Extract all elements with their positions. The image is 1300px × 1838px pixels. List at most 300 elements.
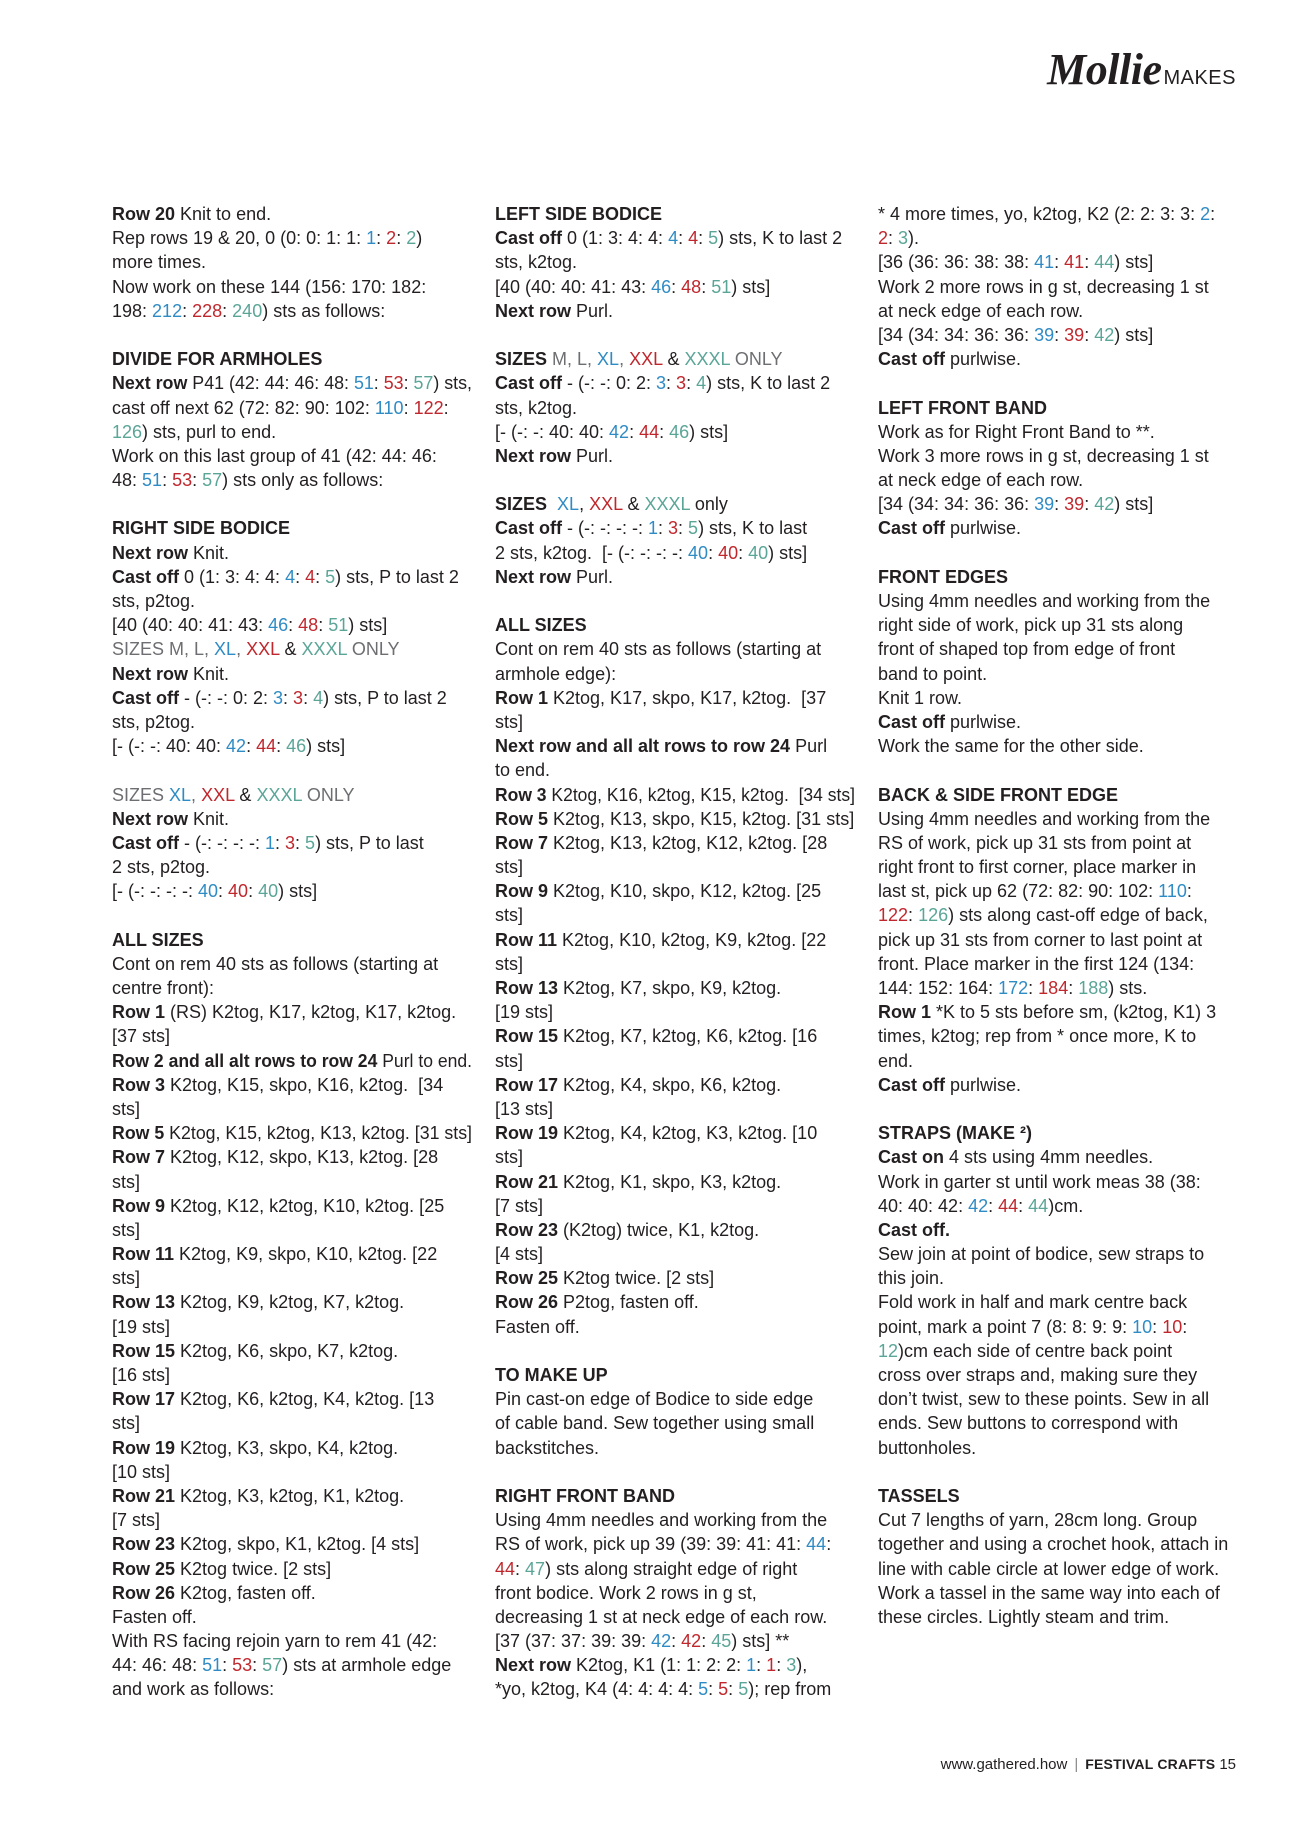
size-xxxl-value: 44	[1028, 1195, 1049, 1216]
size-xxl-value: 3	[293, 687, 304, 708]
bold-label: Row 25	[495, 1268, 559, 1289]
text-line: at neck edge of each row.	[878, 300, 1084, 321]
text-line: Row 19 K2tog, K3, skpo, K4, k2tog.	[112, 1437, 399, 1458]
size-xxxl-value: 45	[711, 1631, 732, 1652]
size-xxxl-value: 5	[305, 832, 316, 853]
bold-label: Row 13	[112, 1292, 176, 1313]
text-line: Row 21 K2tog, K1, skpo, K3, k2tog.	[495, 1171, 782, 1192]
size-xxxl-value: 51	[328, 615, 349, 636]
size-xl-value: 1	[746, 1655, 757, 1676]
text-line: Next row Knit.	[112, 808, 230, 829]
text-line: Row 17 K2tog, K6, k2tog, K4, k2tog. [13	[112, 1389, 435, 1410]
text-line: 144: 152: 164: 172: 184: 188) sts.	[878, 978, 1148, 998]
text-line: Work 3 more rows in g st, decreasing 1 st	[878, 445, 1209, 466]
text-line: sts]	[112, 1171, 141, 1192]
column-1	[112, 202, 472, 1702]
text-line: these circles. Lightly steam and trim.	[878, 1606, 1170, 1627]
size-xxl-value: 44	[256, 736, 277, 757]
section-heading	[878, 396, 1238, 420]
text-line: Next row Knit.	[112, 542, 230, 563]
text-line: Row 11 K2tog, K10, k2tog, K9, k2tog. [22	[495, 929, 827, 950]
muted-text: ,	[236, 639, 247, 660]
size-xl-value: 1	[647, 518, 658, 539]
text-line: Now work on these 144 (156: 170: 182:	[112, 276, 427, 297]
text-line: Using 4mm needles and working from the	[495, 1510, 828, 1531]
text-line: [4 sts]	[495, 1244, 544, 1265]
bold-label: Row 1	[878, 1002, 932, 1023]
size-xl-value: 42	[226, 736, 247, 757]
text-line: Cast off purlwise.	[878, 349, 1022, 370]
size-xl-value: 46	[651, 276, 672, 297]
text-line: sts]	[112, 1219, 141, 1240]
text-line: 2: 3).	[878, 228, 920, 249]
text-line: front bodice. Work 2 rows in g st,	[495, 1582, 757, 1603]
section-heading-text: TO MAKE UP	[495, 1365, 608, 1385]
size-xxxl-value: 57	[202, 470, 223, 491]
size-xxl-value: XXL	[201, 784, 235, 805]
bold-label: Next row	[112, 808, 189, 829]
size-xl-value: 3	[656, 373, 667, 394]
bold-label: Row 15	[112, 1340, 176, 1361]
size-xxl-value: XXL	[629, 349, 663, 370]
bold-label: Row 9	[112, 1195, 166, 1216]
text-line: sts, p2tog.	[112, 711, 196, 732]
bold-label: Next row	[112, 663, 189, 684]
text-line: With RS facing rejoin yarn to rem 41 (42:	[112, 1631, 438, 1652]
text-line: sts]	[495, 953, 524, 974]
size-xl-value: 3	[273, 687, 284, 708]
text-line: sts]	[112, 1268, 141, 1289]
section-heading-text: RIGHT FRONT BAND	[495, 1485, 675, 1506]
size-xl-value: 42	[651, 1631, 672, 1652]
size-xl-value: 44	[806, 1534, 827, 1555]
text-line: Row 25 K2tog twice. [2 sts]	[495, 1268, 715, 1289]
brand-script-wordmark: Mollie	[1047, 45, 1162, 94]
text-line: sts, p2tog.	[112, 591, 196, 611]
bold-label: Row 19	[495, 1123, 559, 1144]
text-line: Cast off purlwise.	[878, 518, 1022, 539]
text-line: [- (-: -: -: -: 40: 40: 40) sts]	[112, 881, 318, 902]
muted-text: ONLY	[301, 784, 355, 805]
text-line: Fold work in half and mark centre back	[878, 1292, 1188, 1313]
bold-label: Row 17	[495, 1074, 559, 1095]
bold-label: Cast off	[495, 518, 562, 539]
bold-label: Row 5	[112, 1123, 165, 1144]
size-xxl-value: XXL	[246, 639, 280, 660]
size-xxxl-value: 5	[708, 228, 719, 249]
text-line: Fasten off.	[112, 1606, 197, 1627]
text-line: Cast off - (-: -: 0: 2: 3: 3: 4) sts, P to last 2	[112, 687, 447, 708]
blank-line	[112, 323, 472, 347]
size-xl-value: 42	[609, 421, 630, 442]
bold-label: Row 11	[112, 1244, 175, 1265]
bold-label: Row 7	[495, 832, 549, 853]
bold-label: Cast off.	[878, 1219, 950, 1240]
section-heading-text: ALL SIZES	[112, 929, 204, 950]
text-line: Knit 1 row.	[878, 687, 963, 708]
size-xxxl-value: 5	[738, 1679, 749, 1700]
text-line: Next row Knit.	[112, 663, 230, 684]
size-xxxl-value: XXXL	[684, 349, 730, 370]
bold-label: Cast off	[112, 832, 179, 853]
size-xl-value: 172	[998, 978, 1029, 998]
text-line: Cast off purlwise.	[878, 1074, 1022, 1095]
text-line: Row 11 K2tog, K9, skpo, K10, k2tog. [22	[112, 1244, 438, 1265]
size-xl-value: 41	[1034, 252, 1055, 273]
size-xl-value: XL	[214, 639, 237, 660]
text-line: cast off next 62 (72: 82: 90: 102: 110: 122:	[112, 397, 449, 418]
section-heading	[878, 1121, 1238, 1145]
text-line: end.	[878, 1050, 914, 1071]
text-line: [7 sts]	[495, 1195, 544, 1216]
size-xxl-value: 53	[383, 373, 404, 394]
bold-label: Row 25	[112, 1558, 176, 1579]
size-xxxl-value: 12	[878, 1340, 899, 1361]
text-line: point, mark a point 7 (8: 8: 9: 9: 10: 10:	[878, 1316, 1188, 1337]
section-heading	[112, 347, 472, 371]
blank-line	[495, 589, 855, 613]
text-line: sts, k2tog.	[495, 252, 578, 273]
text-line: [- (-: -: 40: 40: 42: 44: 46) sts]	[112, 736, 346, 757]
text-line: centre front):	[112, 978, 215, 998]
text-line: Row 21 K2tog, K3, k2tog, K1, k2tog.	[112, 1485, 405, 1506]
text-line: SIZES XL, XXL & XXXL ONLY	[112, 784, 355, 805]
bold-label: Cast on	[878, 1147, 945, 1168]
size-xxl-value: 4	[688, 228, 699, 249]
text-line: Cont on rem 40 sts as follows (starting at	[495, 639, 822, 660]
size-xxxl-value: 126	[918, 905, 949, 926]
text-line: line with cable circle at lower edge of work.	[878, 1558, 1220, 1579]
size-xxl-value: 184	[1038, 978, 1069, 998]
text-line: decreasing 1 st at neck edge of each row.	[495, 1606, 828, 1627]
text-line: Next row and all alt rows to row 24 Purl	[495, 736, 828, 757]
text-line: [16 sts]	[112, 1365, 171, 1385]
blank-line	[495, 1339, 855, 1363]
section-heading-text: STRAPS (MAKE ²)	[878, 1123, 1032, 1144]
text-line: [36 (36: 36: 38: 38: 41: 41: 44) sts]	[878, 252, 1154, 273]
size-xxxl-value: 57	[262, 1655, 283, 1676]
text-line: Next row Purl.	[495, 445, 614, 466]
size-xxl-value: 39	[1064, 324, 1085, 345]
size-xxxl-value: 40	[748, 542, 769, 563]
size-xxl-value: 3	[676, 373, 687, 394]
text-line: 2 sts, k2tog. [- (-: -: -: -: 40: 40: 40) sts]	[495, 542, 808, 563]
text-line: Next row P41 (42: 44: 46: 48: 51: 53: 57) sts,	[112, 373, 473, 394]
text-line: don’t twist, sew to these points. Sew in all	[878, 1389, 1210, 1410]
text-line: Row 23 (K2tog) twice, K1, k2tog.	[495, 1219, 760, 1240]
text-line: 44: 47) sts along straight edge of right	[495, 1558, 798, 1579]
size-xxxl-value: 42	[1094, 494, 1115, 515]
text-line: [19 sts]	[495, 1002, 554, 1023]
text-line: Row 19 K2tog, K4, k2tog, K3, k2tog. [10	[495, 1123, 818, 1144]
blank-line	[112, 492, 472, 516]
text-line: 48: 51: 53: 57) sts only as follows:	[112, 470, 384, 491]
text-line: SIZES XL, XXL & XXXL only	[495, 494, 728, 515]
text-line: Row 5 K2tog, K15, k2tog, K13, k2tog. [31 sts]	[112, 1123, 472, 1144]
section-heading-text: DIVIDE FOR ARMHOLES	[112, 349, 323, 370]
blank-line	[495, 1460, 855, 1484]
text-line: [10 sts]	[112, 1461, 171, 1482]
blank-line	[878, 758, 1238, 782]
text-line: 2 sts, p2tog.	[112, 857, 211, 878]
size-xxxl-value: 5	[688, 518, 699, 539]
text-line: times, k2tog; rep from * once more, K to	[878, 1026, 1197, 1047]
blank-line	[878, 371, 1238, 395]
size-xl-value: 212	[152, 300, 183, 321]
size-xxxl-value: XXXL	[644, 494, 690, 515]
text-line: [34 (34: 34: 36: 36: 39: 39: 42) sts]	[878, 494, 1154, 515]
text-line: Row 7 K2tog, K13, k2tog, K12, k2tog. [28	[495, 832, 828, 853]
size-xxxl-value: 51	[711, 276, 732, 297]
size-xxl-value: 48	[298, 615, 319, 636]
bold-label: Row 5	[495, 808, 549, 829]
text-line: front of shaped top from edge of front	[878, 639, 1176, 660]
size-xl-value: 10	[1132, 1316, 1153, 1337]
column-3	[878, 202, 1238, 1629]
text-line: Row 13 K2tog, K7, skpo, K9, k2tog.	[495, 978, 782, 998]
footer-section-title: FESTIVAL CRAFTS	[1085, 1756, 1216, 1772]
bold-label: Cast off	[112, 566, 179, 587]
text-line: Next row K2tog, K1 (1: 1: 2: 2: 1: 1: 3),	[495, 1655, 808, 1676]
bold-label: Cast off	[112, 687, 179, 708]
text-line: backstitches.	[495, 1437, 600, 1458]
text-line: sts]	[495, 857, 524, 878]
bold-label: Next row	[495, 300, 572, 321]
size-xxxl-value: 5	[325, 566, 336, 587]
blank-line	[112, 903, 472, 927]
text-line: [40 (40: 40: 41: 43: 46: 48: 51) sts]	[112, 615, 388, 636]
size-xxxl-value: 188	[1078, 978, 1109, 998]
text-line: Row 1 (RS) K2tog, K17, k2tog, K17, k2tog.	[112, 1002, 457, 1023]
text-line: and work as follows:	[112, 1679, 275, 1700]
bold-label: Row 17	[112, 1389, 176, 1410]
text-line: 126) sts, purl to end.	[112, 421, 277, 442]
size-xxl-value: 40	[718, 542, 739, 563]
muted-text: ONLY	[729, 349, 783, 370]
muted-text: ,	[619, 349, 630, 370]
text-line: Row 17 K2tog, K4, skpo, K6, k2tog.	[495, 1074, 782, 1095]
section-heading	[878, 565, 1238, 589]
muted-text: SIZES	[112, 784, 170, 805]
text-line: 12)cm each side of centre back point	[878, 1340, 1173, 1361]
text-line: sts]	[495, 711, 524, 732]
size-xxxl-value: 42	[1094, 324, 1115, 345]
size-xl-value: XL	[597, 349, 620, 370]
text-line: buttonholes.	[878, 1437, 977, 1458]
size-xxl-value: 40	[228, 881, 249, 902]
size-xxl-value: 48	[681, 276, 702, 297]
bold-label: Cast off	[495, 228, 562, 249]
size-xl-value: 110	[374, 397, 404, 418]
size-xxl-value: 53	[232, 1655, 253, 1676]
text-line: [37 sts]	[112, 1026, 171, 1047]
text-line: Cast off purlwise.	[878, 711, 1022, 732]
text-line	[878, 1218, 1238, 1242]
text-line: Cast on 4 sts using 4mm needles.	[878, 1147, 1154, 1168]
text-line: Row 15 K2tog, K6, skpo, K7, k2tog.	[112, 1340, 399, 1361]
text-line: RS of work, pick up 31 sts from point at	[878, 832, 1192, 853]
size-xxxl-value: XXXL	[256, 784, 302, 805]
text-line: Row 3 K2tog, K16, k2tog, K15, k2tog. [34 sts]	[495, 784, 856, 805]
text-line: Fasten off.	[495, 1316, 580, 1337]
size-xxxl-value: 4	[313, 687, 324, 708]
text-line: Row 20 Knit to end.	[112, 204, 272, 224]
bold-label: Cast off	[878, 1074, 945, 1095]
size-xxl-value: 44	[998, 1195, 1019, 1216]
text-line: SIZES M, L, XL, XXL & XXXL ONLY	[112, 639, 400, 660]
text-line: Row 7 K2tog, K12, skpo, K13, k2tog. [28	[112, 1147, 439, 1168]
bold-label: Row 1	[495, 687, 549, 708]
text-line: of cable band. Sew together using small	[495, 1413, 815, 1434]
text-line: * 4 more times, yo, k2tog, K2 (2: 2: 3: 3: 2:	[878, 204, 1216, 224]
text-line: Work on this last group of 41 (42: 44: 46:	[112, 445, 437, 466]
size-xxl-value: 2	[386, 228, 397, 249]
section-heading-text: TASSELS	[878, 1485, 960, 1506]
bold-label: Row 2 and all alt rows to row 24	[112, 1050, 378, 1071]
section-heading	[495, 1363, 855, 1387]
section-heading-text: LEFT FRONT BAND	[878, 397, 1047, 418]
size-xxxl-value: 2	[406, 228, 417, 249]
section-heading-text: ALL SIZES	[495, 615, 587, 636]
text-line: [40 (40: 40: 41: 43: 46: 48: 51) sts]	[495, 276, 771, 297]
section-heading	[495, 613, 855, 637]
text-line: Cast off - (-: -: 0: 2: 3: 3: 4) sts, K to last 2	[495, 373, 831, 394]
text-line: cross over straps and, making sure they	[878, 1365, 1198, 1385]
text-line: [- (-: -: 40: 40: 42: 44: 46) sts]	[495, 421, 729, 442]
blank-line	[495, 468, 855, 492]
size-xxxl-value: 46	[669, 421, 690, 442]
bold-label: Next row	[495, 566, 572, 587]
size-xxl-value: 4	[305, 566, 316, 587]
text-line: right side of work, pick up 31 sts along	[878, 615, 1184, 636]
size-xl-value: 51	[353, 373, 374, 394]
brand-logo	[1047, 44, 1236, 95]
text-line: Row 3 K2tog, K15, skpo, K16, k2tog. [34	[112, 1074, 444, 1095]
text-line: front. Place marker in the first 124 (134:	[878, 953, 1195, 974]
text-line: Work as for Right Front Band to **.	[878, 421, 1155, 442]
text-line: 40: 40: 42: 42: 44: 44)cm.	[878, 1195, 1084, 1216]
section-heading	[878, 783, 1238, 807]
size-xxl-value: 122	[413, 397, 444, 418]
text-line: more times.	[112, 252, 207, 273]
text-line: Cast off - (-: -: -: -: 1: 3: 5) sts, P to last	[112, 832, 424, 853]
text-line: Using 4mm needles and working from the	[878, 591, 1211, 611]
text-line: SIZES M, L, XL, XXL & XXXL ONLY	[495, 349, 783, 370]
text-line: Row 9 K2tog, K12, k2tog, K10, k2tog. [25	[112, 1195, 445, 1216]
text-line: Row 1 *K to 5 sts before sm, (k2tog, K1) 3	[878, 1002, 1217, 1023]
bold-label: Row 23	[112, 1534, 176, 1555]
text-line: Cut 7 lengths of yarn, 28cm long. Group	[878, 1510, 1198, 1531]
text-line: Row 15 K2tog, K7, k2tog, K6, k2tog. [16	[495, 1026, 818, 1047]
text-line: sts]	[495, 1050, 524, 1071]
bold-label: Row 3	[112, 1074, 166, 1095]
bold-label: Row 7	[112, 1147, 166, 1168]
size-xxxl-value: 44	[1094, 252, 1115, 273]
bold-label: Row 1	[112, 1002, 166, 1023]
text-line: Work a tassel in the same way into each of	[878, 1582, 1220, 1603]
blank-line	[878, 1097, 1238, 1121]
size-xl-value: 39	[1034, 494, 1055, 515]
bold-label: Next row	[495, 445, 572, 466]
page-number: 15	[1219, 1756, 1236, 1773]
size-xxl-value: 44	[495, 1558, 516, 1579]
text-line: 122: 126) sts along cast-off edge of back,	[878, 905, 1208, 926]
text-line: Row 5 K2tog, K13, skpo, K15, k2tog. [31 sts]	[495, 808, 855, 829]
bold-label: Row 21	[112, 1485, 176, 1506]
bold-label: Row 26	[112, 1582, 176, 1603]
muted-text: SIZES M, L,	[112, 639, 215, 660]
text-line: [19 sts]	[112, 1316, 171, 1337]
text-line: Pin cast-on edge of Bodice to side edge	[495, 1389, 814, 1410]
size-xl-value: XL	[557, 494, 580, 515]
text-line: pick up 31 sts from corner to last point at	[878, 929, 1203, 950]
text-line: [7 sts]	[112, 1510, 161, 1531]
size-xxxl-value: 47	[525, 1558, 546, 1579]
bold-label: Row 26	[495, 1292, 559, 1313]
text-line: sts]	[112, 1098, 141, 1119]
size-xl-value: 51	[202, 1655, 223, 1676]
text-line: right front to first corner, place marker in	[878, 857, 1197, 878]
muted-text: ,	[191, 784, 202, 805]
section-heading	[495, 1484, 855, 1508]
size-xxxl-value: 3	[898, 228, 909, 249]
bold-label: Cast off	[878, 711, 945, 732]
size-xxl-value: XXL	[589, 494, 623, 515]
size-xxl-value: 41	[1064, 252, 1085, 273]
footer-separator: |	[1074, 1756, 1079, 1773]
bold-label: Row 9	[495, 881, 549, 902]
bold-label: Row 11	[495, 929, 558, 950]
size-xxxl-value: 126	[112, 421, 143, 442]
text-line: this join.	[878, 1268, 945, 1289]
size-xxl-value: 42	[681, 1631, 702, 1652]
text-line: *yo, k2tog, K4 (4: 4: 4: 4: 5: 5: 5); rep from	[495, 1679, 832, 1700]
blank-line	[112, 758, 472, 782]
size-xl-value: 40	[688, 542, 709, 563]
text-line: Row 26 K2tog, fasten off.	[112, 1582, 316, 1603]
text-line: Row 9 K2tog, K10, skpo, K12, k2tog. [25	[495, 881, 822, 902]
text-line: Cont on rem 40 sts as follows (starting at	[112, 953, 439, 974]
text-line: sts]	[495, 1147, 524, 1168]
bold-label: Row 21	[495, 1171, 559, 1192]
size-xxl-value: 10	[1162, 1316, 1183, 1337]
text-line: Next row Purl.	[495, 300, 614, 321]
bold-label: Row 13	[495, 978, 559, 998]
text-line: Using 4mm needles and working from the	[878, 808, 1211, 829]
size-xxxl-value: 46	[286, 736, 307, 757]
size-xxxl-value: XXXL	[301, 639, 347, 660]
size-xxl-value: 53	[172, 470, 193, 491]
text-line: Work in garter st until work meas 38 (38:	[878, 1171, 1201, 1192]
size-xxl-value: 3	[285, 832, 296, 853]
bold-label: Row 19	[112, 1437, 176, 1458]
text-line: ends. Sew buttons to correspond with	[878, 1413, 1179, 1434]
text-line: Row 1 K2tog, K17, skpo, K17, k2tog. [37	[495, 687, 827, 708]
section-heading	[112, 516, 472, 540]
muted-text: M, L,	[547, 349, 598, 370]
text-line: last st, pick up 62 (72: 82: 90: 102: 110:	[878, 881, 1192, 902]
blank-line	[495, 323, 855, 347]
text-line: sts]	[495, 905, 524, 926]
size-xxxl-value: 57	[413, 373, 434, 394]
bold-label: Next row	[112, 373, 188, 394]
page-footer	[941, 1756, 1236, 1773]
size-xl-value: 1	[264, 832, 275, 853]
footer-url[interactable]: www.gathered.how	[940, 1756, 1068, 1773]
text-line: Cast off 0 (1: 3: 4: 4: 4: 4: 5) sts, K to last 2	[495, 228, 843, 249]
text-line: Cast off - (-: -: -: -: 1: 3: 5) sts, K to last	[495, 518, 808, 539]
size-xxl-value: 5	[718, 1679, 729, 1700]
